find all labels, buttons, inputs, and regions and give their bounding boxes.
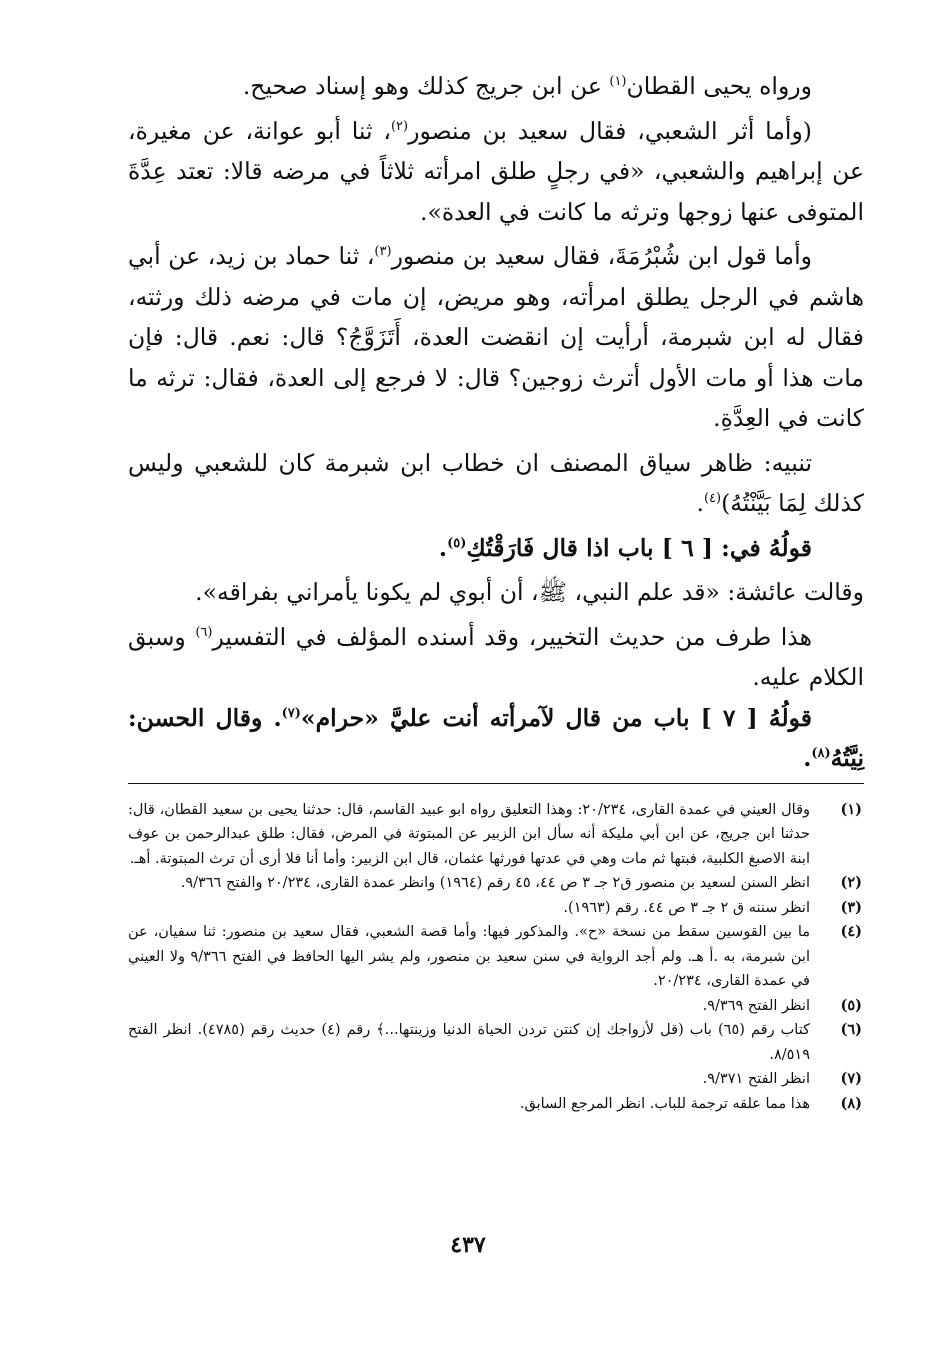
footnote-text: ما بين القوسين سقط من نسخة «ح». والمذكور فيها: وأما قصة الشعبي، فقال سعيد بن منصور: ثنا سفيان، عن ابن شبرمة، به .أ هـ. ولم أجد الرواية في سنن سعيد بن منصور، ولم يشر اليها الحافظ في الفتح ٩/٣٦٦ ولا العيني في عمدة القارى، ٢٠/٢٣٤. bbox=[128, 924, 810, 989]
footnote-ref-1: (١) bbox=[609, 74, 627, 90]
paragraph-3 bbox=[128, 236, 864, 439]
footnote-number: (٥) bbox=[840, 996, 862, 1014]
paragraph-6-text: وقالت عائشة: «قد علم النبي، ﷺ، أن أبوي لم يكونا يأمراني بفراقه». bbox=[195, 578, 864, 606]
footnote-ref-5: (٥) bbox=[447, 535, 467, 551]
paragraph-2 bbox=[128, 111, 864, 233]
paragraph-4-text: تنبيه: ظاهر سياق المصنف ان خطاب ابن شبرمة كان للشعبي وليس كذلك لِمَا بَيَّنْتُهُ) bbox=[128, 448, 864, 517]
footnote-text: انظر الفتح ٩/٣٦٩. bbox=[702, 997, 810, 1014]
footnote bbox=[128, 1018, 864, 1067]
footnote-ref-8: (٨) bbox=[811, 746, 831, 762]
page-number: ٤٣٧ bbox=[450, 1232, 486, 1258]
footnote bbox=[128, 1092, 864, 1117]
footnote-number: (١) bbox=[840, 800, 862, 818]
footnote-text: وقال العيني في عمدة القارى، ٢٠/٢٣٤: وهذا التعليق رواه ابو عبيد القاسم، قال: حدثنا يحيى بن سعيد القطان، قال: حدثنا ابن جريج، عن ابن أبي مليكة أنه سأل ابن الزبير عن المبتوتة في المرض، فقال: طلق عبدالرحمن بن عوف ابنة الاصبغ الكلبية، فبتها ثم مات وهي في عدتها فورثها عثمان، قال ابن الزبير: وأما أنا فلا أرى أن ترث المبتوتة. أهـ. bbox=[128, 801, 811, 867]
footnote-number: (٧) bbox=[840, 1070, 862, 1087]
paragraph-3-rest: ، ثنا حماد بن زيد، عن أبي هاشم في الرجل يطلق امرأته، وهو مريض، إن مات في مرضه ذلك ورثته، فقال له ابن شبرمة، أرأيت إن انقضت العدة، أَتَزَوَّجُ؟ قال: نعم. قال: فإن مات هذا أو مات الأول أترث زوجين؟ قال: لا فرجع إلى العدة، فقال: ترثه ما كانت في العِدَّةِ. bbox=[128, 242, 864, 432]
footnote-number: (٣) bbox=[840, 898, 862, 916]
main-text bbox=[128, 66, 864, 784]
footnote bbox=[128, 994, 864, 1019]
footnote bbox=[128, 798, 864, 872]
paragraph-6 bbox=[128, 572, 864, 613]
footnote-ref-7: (٧) bbox=[281, 705, 301, 721]
paragraph-2-rest: ، ثنا أبو عوانة، عن مغيرة، عن إبراهيم والشعبي، «في رجلٍ طلق امرأته ثلاثاً في مرضه قالا: تعتد عِدَّةَ المتوفى عنها زوجها وترثه ما كانت في العدة». bbox=[128, 116, 864, 226]
paragraph-1-rest: عن ابن جريج كذلك وهو إسناد صحيح. bbox=[242, 72, 610, 100]
footnote-text: كتاب رقم (٦٥) باب (قل لأزواجك إن كنتن تردن الحياة الدنيا وزينتها...﴾ رقم (٤) حديث رقم (٤٧٨٥). انظر الفتح ٨/٥١٩. bbox=[128, 1022, 811, 1063]
section-heading-7-text: قولُهُ [ ٧ ] باب من قال لآمرأته أنت عليَّ «حرام» bbox=[300, 703, 812, 732]
footnote bbox=[128, 1067, 864, 1092]
footnote bbox=[128, 896, 864, 921]
paragraph-7-text: هذا طرف من حديث التخيير، وقد أسنده المؤلف في التفسير bbox=[212, 622, 812, 651]
footnote bbox=[128, 871, 864, 896]
paragraph-4-rest: . bbox=[696, 489, 704, 517]
section-heading-7 bbox=[128, 698, 864, 784]
section-heading-6 bbox=[128, 528, 864, 569]
section-heading-7-mid: . وقال الحسن: نِيَّتُهُ bbox=[128, 703, 864, 772]
footnote-ref-3: (٣) bbox=[374, 244, 392, 260]
footnote-text: انظر السنن لسعيد بن منصور ق٢ جـ ٣ ص ٤٤، ٤٥ رقم (١٩٦٤) وانظر عمدة القارى، ٢٠/٢٣٤ والفتح ٩/٣٦٦. bbox=[180, 875, 810, 891]
footnote-text: انظر سننه ق ٢ جـ ٣ ص ٤٤. رقم (١٩٦٣). bbox=[563, 899, 810, 916]
footnote-number: (٨) bbox=[840, 1094, 862, 1112]
footnote-ref-6: (٦) bbox=[195, 624, 213, 640]
footnote-text: انظر الفتح ٩/٣٧١. bbox=[702, 1071, 810, 1087]
paragraph-1 bbox=[128, 66, 864, 107]
paragraph-3-text: وأما قول ابن شُبْرُمَةَ، فقال سعيد بن منصور bbox=[391, 242, 812, 270]
footnote-ref-4: (٤) bbox=[703, 491, 722, 507]
paragraph-2-text: (وأما أثر الشعبي، فقال سعيد بن منصور bbox=[408, 116, 812, 145]
paragraph-4 bbox=[128, 443, 864, 524]
footnote-text: هذا مما علقه ترجمة للباب. انظر المرجع السابق. bbox=[519, 1095, 810, 1112]
footnote-number: (٦) bbox=[840, 1021, 862, 1038]
footnote-ref-2: (٢) bbox=[390, 118, 409, 134]
footnote-number: (٢) bbox=[840, 874, 862, 891]
footnote-number: (٤) bbox=[840, 923, 862, 940]
paragraph-1-text: ورواه يحيى القطان bbox=[626, 72, 812, 100]
paragraph-7 bbox=[128, 617, 864, 698]
section-heading-7-rest: . bbox=[803, 744, 812, 772]
section-heading-6-rest: . bbox=[438, 533, 448, 562]
footnotes bbox=[128, 798, 864, 1117]
section-heading-6-text: قولُهُ في: [ ٦ ] باب اذا قال فَارَقْتُكِ bbox=[466, 533, 812, 562]
paragraph-7-rest: وسبق الكلام عليه. bbox=[128, 622, 864, 691]
footnote bbox=[128, 920, 864, 994]
